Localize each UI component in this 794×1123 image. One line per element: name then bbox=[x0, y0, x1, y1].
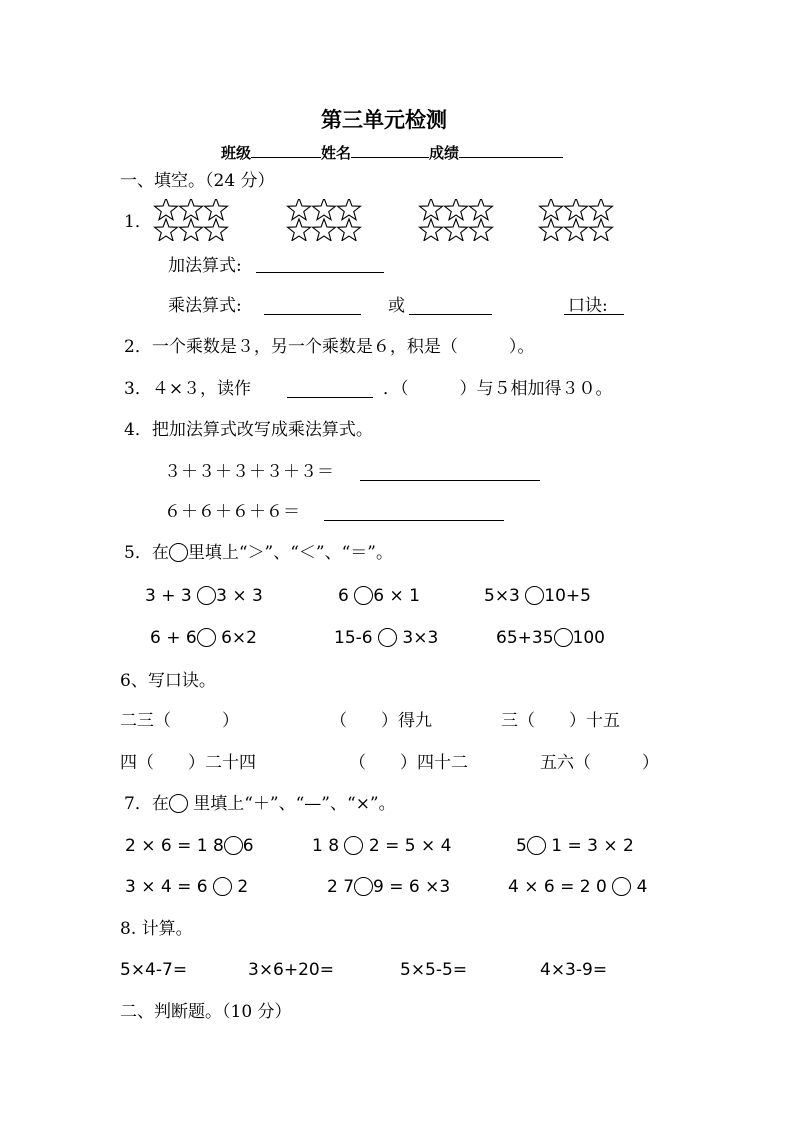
q7-row2-item2: 2 7 9 = 6 ×3 bbox=[327, 877, 451, 897]
q6-heading: 6、写口诀。 bbox=[120, 671, 216, 691]
star-icon bbox=[565, 219, 588, 241]
q1-or-label: 或 bbox=[388, 296, 405, 316]
q6-row1-item2: （ ）得九 bbox=[330, 711, 432, 731]
circle-icon bbox=[169, 794, 188, 813]
q7-heading: 7．在 里填上“＋”、“—”、“×”。 bbox=[124, 794, 396, 814]
star-icon bbox=[445, 199, 468, 220]
q1-add-blank[interactable] bbox=[256, 272, 384, 273]
q5-heading: 5．在 里填上“＞”、“＜”、“＝”。 bbox=[124, 543, 393, 563]
q8-item-4: 4×3-9= bbox=[540, 960, 608, 980]
star-group-3 bbox=[418, 199, 494, 241]
star-icon bbox=[338, 219, 361, 241]
section-1-heading: 一、填空。（24 分） bbox=[120, 171, 275, 191]
star-icon bbox=[420, 199, 443, 220]
q5-row2-item3: 65+35 100 bbox=[496, 628, 605, 648]
q4-line2: ６＋６＋６＋６＝ bbox=[164, 502, 300, 522]
q4-blank-1[interactable] bbox=[360, 480, 540, 481]
q8-item-3: 5×5-5= bbox=[400, 960, 468, 980]
star-icon bbox=[420, 219, 443, 241]
compare-circle[interactable] bbox=[525, 586, 544, 605]
q8-item-2: 3×6+20= bbox=[248, 960, 334, 980]
q1-mul-blank-1[interactable] bbox=[264, 314, 361, 315]
star-icon bbox=[288, 199, 311, 220]
star-icon bbox=[313, 199, 336, 220]
name-field[interactable] bbox=[351, 140, 429, 158]
q6-row1-item3: 三（ ）十五 bbox=[501, 711, 620, 731]
q2-text: 2．一个乘数是３，另一个乘数是６，积是（ ）。 bbox=[124, 337, 535, 357]
page-title: 第三单元检测 bbox=[321, 107, 447, 132]
compare-circle[interactable] bbox=[378, 628, 397, 647]
q7-row2-item1: 3 × 4 = 6 2 bbox=[125, 877, 249, 897]
score-field[interactable] bbox=[459, 140, 563, 158]
q7-row1-item3: 5 1 = 3 × 2 bbox=[516, 836, 634, 856]
star-group-1 bbox=[153, 199, 229, 241]
q1-mul-blank-2[interactable] bbox=[409, 314, 492, 315]
q7-row2-item3: 4 × 6 = 2 0 4 bbox=[508, 877, 648, 897]
q5-row1-item2: 6 6 × 1 bbox=[338, 586, 420, 606]
star-icon bbox=[155, 199, 178, 220]
q1-rhyme-label: 口诀: bbox=[568, 296, 608, 316]
q7-row1-item2: 1 8 2 = 5 × 4 bbox=[312, 836, 452, 856]
star-group-4 bbox=[538, 199, 614, 241]
q1-rhyme-blank[interactable] bbox=[564, 314, 624, 315]
q8-item-1: 5×4-7= bbox=[120, 960, 188, 980]
star-icon bbox=[590, 199, 613, 220]
star-group-2 bbox=[286, 199, 362, 241]
q3-part2: ．（ ）与５相加得３０。 bbox=[383, 379, 613, 399]
star-icon bbox=[470, 219, 493, 241]
operator-circle[interactable] bbox=[213, 877, 232, 896]
circle-icon bbox=[169, 543, 188, 562]
q4-line1: ３＋３＋３＋３＋３＝ bbox=[164, 462, 334, 482]
compare-circle[interactable] bbox=[197, 586, 216, 605]
class-field[interactable] bbox=[251, 140, 321, 158]
q5-row1-item3: 5×3 10+5 bbox=[484, 586, 591, 606]
star-icon bbox=[180, 199, 203, 220]
star-icon bbox=[205, 199, 228, 220]
star-icon bbox=[565, 199, 588, 220]
operator-circle[interactable] bbox=[612, 877, 631, 896]
class-label: 班级 bbox=[221, 144, 252, 162]
operator-circle[interactable] bbox=[527, 836, 546, 855]
q1-number: 1． bbox=[124, 212, 152, 232]
compare-circle[interactable] bbox=[554, 628, 573, 647]
star-icon bbox=[180, 219, 203, 241]
q4-heading: 4．把加法算式改写成乘法算式。 bbox=[124, 420, 373, 440]
q7-row1-item1: 2 × 6 = 1 8 6 bbox=[125, 836, 254, 856]
compare-circle[interactable] bbox=[197, 628, 216, 647]
q8-heading: 8. 计算。 bbox=[120, 919, 193, 939]
student-info-row bbox=[221, 140, 563, 163]
star-icon bbox=[590, 219, 613, 241]
q6-row2-item2: （ ）四十二 bbox=[349, 753, 468, 773]
name-label: 姓名 bbox=[321, 144, 352, 162]
score-label: 成绩 bbox=[429, 144, 460, 162]
star-icon bbox=[288, 219, 311, 241]
star-icon bbox=[445, 219, 468, 241]
section-2-heading: 二、判断题。（10 分） bbox=[120, 1002, 292, 1022]
q1-mul-label: 乘法算式: bbox=[168, 296, 242, 316]
q4-blank-2[interactable] bbox=[324, 520, 504, 521]
q3-read-blank[interactable] bbox=[287, 397, 373, 398]
star-icon bbox=[540, 199, 563, 220]
operator-circle[interactable] bbox=[354, 877, 373, 896]
q1-add-label: 加法算式: bbox=[168, 256, 242, 276]
q5-row2-item1: 6 + 6 6×2 bbox=[150, 628, 257, 648]
operator-circle[interactable] bbox=[224, 836, 243, 855]
operator-circle[interactable] bbox=[344, 836, 363, 855]
q3-part1: 3．４×３，读作 bbox=[124, 379, 252, 399]
star-icon bbox=[155, 219, 178, 241]
compare-circle[interactable] bbox=[354, 586, 373, 605]
q5-row2-item2: 15-6 3×3 bbox=[334, 628, 439, 648]
q6-row2-item1: 四（ ）二十四 bbox=[120, 753, 256, 773]
q5-row1-item1: 3 + 3 3 × 3 bbox=[145, 586, 263, 606]
star-icon bbox=[313, 219, 336, 241]
q6-row1-item1: 二三（ ） bbox=[120, 711, 239, 731]
star-icon bbox=[540, 219, 563, 241]
star-icon bbox=[205, 219, 228, 241]
star-icon bbox=[470, 199, 493, 220]
q6-row2-item3: 五六（ ） bbox=[540, 753, 659, 773]
star-icon bbox=[338, 199, 361, 220]
